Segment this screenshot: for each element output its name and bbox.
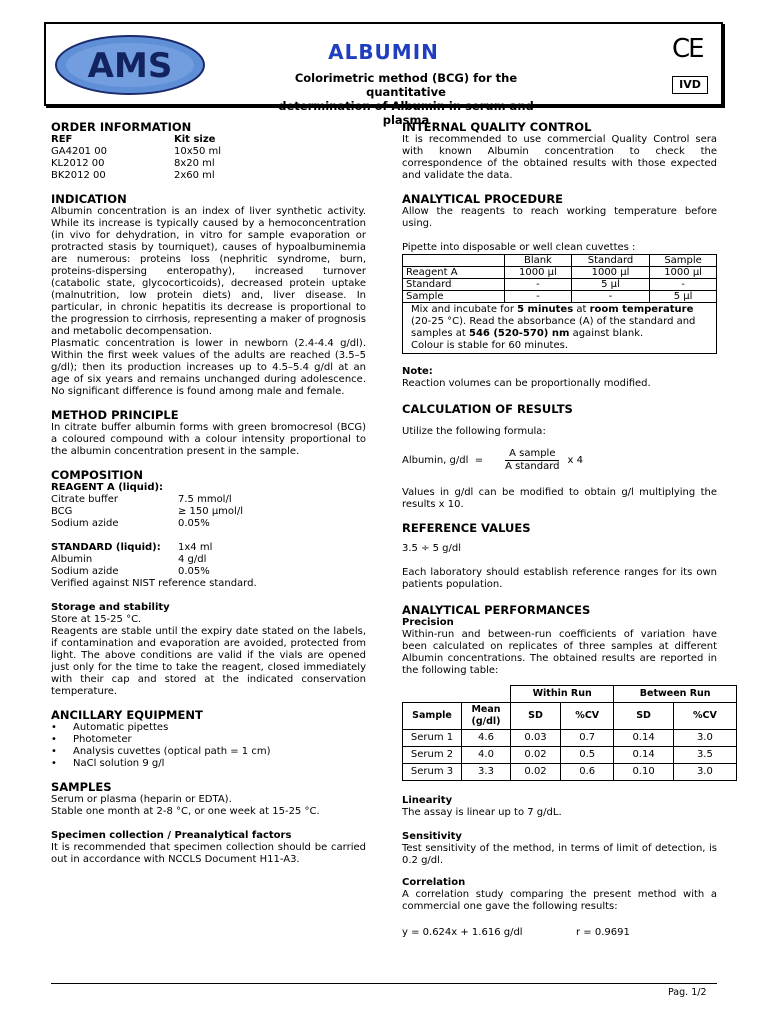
method-text: In citrate buffer albumin forms with green bromocresol (BCG) a coloured compound with a colour intensity proportional to the albumin concentration present in the sample. (51, 422, 366, 457)
table-row: Serum 3 3.3 0.02 0.6 0.10 3.0 (403, 764, 737, 781)
procedure-text: Allow the reagents to reach working temperature before using. (402, 206, 717, 229)
indication-text-2: Plasmatic concentration is lower in newborn (2.4-4.4 g/dl). Within the first week values of the adults are reached (3.5–5 g/dl); then its production increases up to 4.5–5.4 g/dl at an age of six years and remains unchanged during adolescence. No significant difference is found among male and female. (51, 338, 366, 397)
reference-text: Each laboratory should establish reference ranges for its own patients population. (402, 567, 717, 590)
composition-heading: COMPOSITION (51, 468, 143, 482)
calculation-note: Values in g/dl can be modified to obtain g/l multiplying the results x 10. (402, 487, 717, 510)
precision-table: Within Run Between Run Sample Mean (g/dl) SD %CV SD %CV Serum 1 4.6 0.03 0.7 0.14 3.0 Serum 2 4.0 0.02 0.5 0.14 3.5 Serum 3 3.3 0.02 0.6 0.10 3.0 (402, 685, 737, 781)
list-item: • Analysis cuvettes (optical path = 1 cm) (51, 746, 366, 758)
samples-heading: SAMPLES (51, 780, 112, 794)
left-column (51, 116, 366, 866)
list-item: • NaCl solution 9 g/l (51, 758, 366, 770)
page-title: ALBUMIN (328, 40, 439, 64)
linearity-text: The assay is linear up to 7 g/dL. (402, 807, 562, 818)
specimen-text: It is recommended that specimen collection should be carried out in accordance with NCCLS Document H11-A3. (51, 842, 366, 865)
sensitivity-text: Test sensitivity of the method, in terms of limit of detection, is 0.2 g/dl. (402, 843, 717, 866)
procedure-heading: ANALYTICAL PROCEDURE (402, 192, 564, 206)
logo-text: AMS (87, 46, 173, 86)
specimen-heading: Specimen collection / Preanalytical factors (51, 830, 292, 841)
order-rows: GA4201 00 10x50 ml KL2012 00 8x20 ml BK2012 00 2x60 ml (51, 146, 222, 181)
method-heading: METHOD PRINCIPLE (51, 408, 179, 422)
indication-heading: INDICATION (51, 192, 127, 206)
verified-text: Verified against NIST reference standard. (51, 578, 257, 589)
table-row: Serum 2 4.0 0.02 0.5 0.14 3.5 (403, 747, 737, 764)
ce-mark-icon: CE (672, 34, 703, 64)
pipette-text: Pipette into disposable or well clean cuvettes : (402, 242, 636, 253)
standard-row: STANDARD (liquid): 1x4 ml (51, 542, 213, 553)
correlation-text: A correlation study comparing the present method with a commercial one gave the following results: (402, 889, 717, 912)
iqc-heading: INTERNAL QUALITY CONTROL (402, 120, 592, 134)
subtitle: Colorimetric method (BCG) for the quantitative determination of Albumin in serum and plasma (278, 71, 534, 127)
reagent-rows: Citrate buffer 7.5 mmol/l BCG ≥ 150 μmol/l Sodium azide 0.05% (51, 494, 243, 529)
iqc-text: It is recommended to use commercial Quality Control sera with known Albumin concentration to check the correspondence of the obtained results with those expected and validate the data. (402, 134, 717, 181)
formula: Albumin, g/dl = $\frac{\text{A sample}}{\text{A standard}}$ x 4 (402, 448, 583, 472)
correlation-heading: Correlation (402, 877, 466, 888)
table-row: Serum 1 4.6 0.03 0.7 0.14 3.0 (403, 730, 737, 747)
linearity-heading: Linearity (402, 795, 453, 806)
calculation-intro: Utilize the following formula: (402, 426, 546, 437)
samples-line-1: Serum or plasma (heparin or EDTA). (51, 794, 232, 805)
table-row: Standard - 5 µl - (403, 279, 717, 291)
reagent-a-label: REAGENT A (liquid): (51, 482, 164, 493)
performance-heading: ANALYTICAL PERFORMANCES (402, 603, 591, 617)
storage-text-2: Reagents are stable until the expiry date stated on the labels, if contamination and evaporation are avoided, protected from light. The above conditions are valid if the vials are opened just only for the time to take the reagent, closed immediately with their cap and stored at the indicated conservation temperature. (51, 626, 366, 697)
order-header-row: REF Kit size (51, 134, 216, 145)
table-row: Reagent A 1000 µl 1000 µl 1000 µl (403, 267, 717, 279)
right-column (402, 116, 717, 939)
table-row: Sample - - 5 µl (403, 291, 717, 303)
sensitivity-heading: Sensitivity (402, 831, 462, 842)
samples-line-2: Stable one month at 2-8 °C, or one week at 15-25 °C. (51, 806, 320, 817)
precision-text: Within-run and between-run coefficients of variation have been calculated on replicates of three samples at different Albumin concentrations. The obtained results are reported in the following table: (402, 629, 717, 676)
list-item: • Photometer (51, 734, 366, 746)
precision-heading: Precision (402, 617, 454, 628)
reference-heading: REFERENCE VALUES (402, 521, 531, 535)
ivd-badge: IVD (672, 76, 708, 94)
page-number: Pag. 1/2 (668, 987, 707, 998)
reference-value: 3.5 ÷ 5 g/dl (402, 543, 462, 554)
ancillary-list (51, 722, 366, 770)
indication-text-1: Albumin concentration is an index of liver synthetic activity. While its increase is typically caused by a hemoconcentration (in vivo for dehydration, in vitro for sample evaporation or protracted stasis by tourniquet), causes of hypoalbuminemia are numerous: proteins loss (nephritic syndrome, burn, proteins-dispersing enteropathy), increased turnover (catabolic state, glycocorticoids), decreased protein uptake (malnutrition, low protein diets) and, liver disease. In particular, in chronic hepatitis its decrease is proportional to the progression to cirrhosis, representing a maker of prognosis and metabolic decompensation. (51, 206, 366, 337)
pipette-table: Blank Standard Sample Reagent A 1000 µl 1000 µl 1000 µl Standard - 5 µl - Sample - - 5 µl (402, 254, 717, 303)
ancillary-heading: ANCILLARY EQUIPMENT (51, 708, 203, 722)
correlation-equation: y = 0.624x + 1.616 g/dl r = 0.9691 (402, 927, 630, 938)
footer-divider (51, 983, 717, 984)
note-text: Reaction volumes can be proportionally modified. (402, 378, 651, 389)
note-heading: Note: (402, 366, 433, 377)
incubation-box: Mix and incubate for 5 minutes at room temperature (20-25 °C). Read the absorbance (A) of the standard and samples at 546 (520-570) nm against blank. Colour is stable for 60 minutes. (402, 303, 717, 354)
standard-rows: Albumin 4 g/dl Sodium azide 0.05% (51, 554, 210, 577)
calculation-heading: CALCULATION OF RESULTS (402, 402, 573, 416)
order-heading: ORDER INFORMATION (51, 120, 192, 134)
list-item: • Automatic pipettes (51, 722, 366, 734)
storage-text: Store at 15-25 °C. (51, 614, 142, 625)
storage-heading: Storage and stability (51, 602, 170, 613)
